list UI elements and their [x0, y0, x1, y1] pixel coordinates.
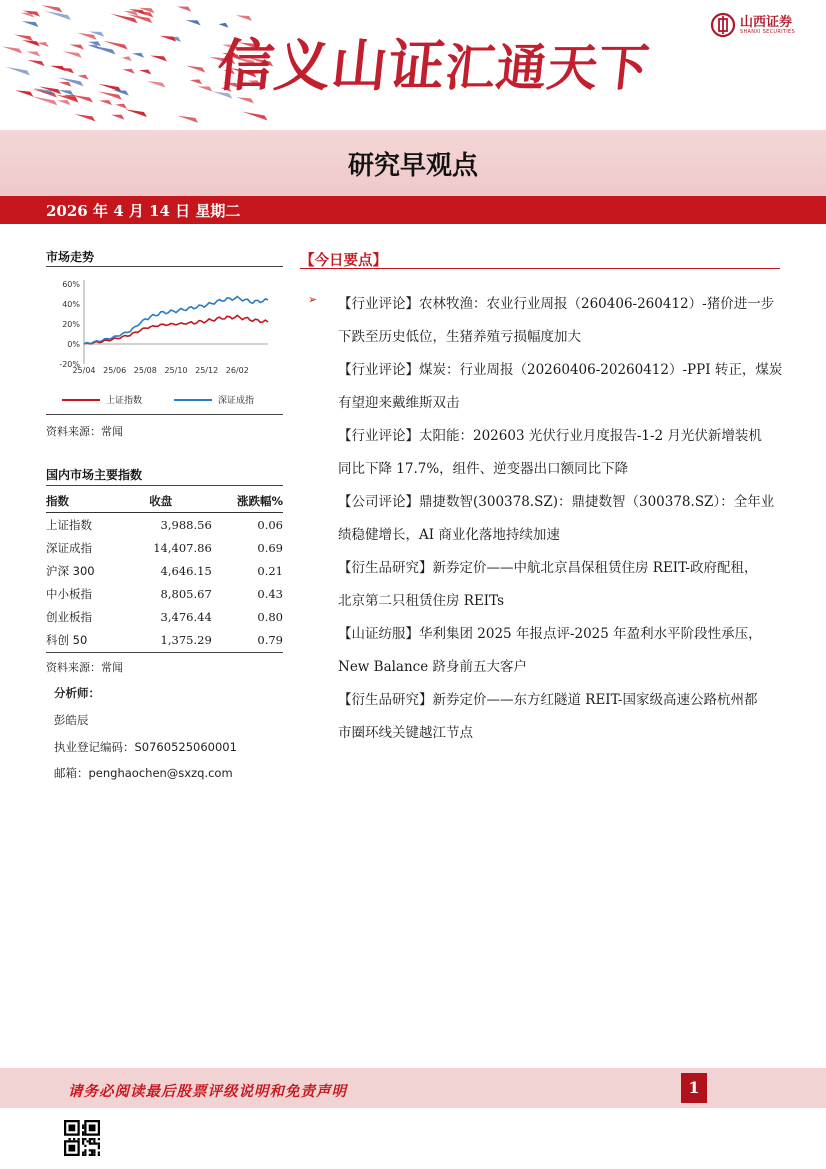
cell-index-name: 科创 50	[46, 632, 88, 647]
key-point-item[interactable]	[338, 618, 780, 684]
key-point-line: 【行业评论】煤炭：行业周报（20260406-20260412）-PPI 转正，煤炭	[338, 362, 783, 378]
arrow-shape	[190, 79, 202, 84]
arrow-shape	[58, 90, 73, 95]
table-source: 资料来源：常闻	[46, 661, 123, 674]
arrow-shape	[186, 66, 205, 73]
key-point-line: 同比下降 17.7%，组件、逆变器出口额同比下降	[338, 461, 629, 477]
arrow-shape	[125, 109, 147, 117]
key-point-item[interactable]	[338, 552, 780, 618]
arrow-shape	[15, 90, 33, 96]
cell-change: 0.69	[257, 540, 283, 555]
x-tick-label: 25/10	[164, 366, 188, 375]
arrow-shape	[44, 11, 71, 20]
arrow-shape	[2, 46, 23, 53]
cell-close: 3,988.56	[160, 517, 212, 532]
key-point-item[interactable]	[338, 354, 783, 420]
key-point-item[interactable]	[338, 486, 780, 552]
arrow-shape	[98, 91, 122, 99]
col-header-change: 涨跌幅%	[212, 490, 283, 513]
cell-index-name: 沪深 300	[46, 563, 95, 578]
cell-index-name: 上证指数	[46, 517, 92, 532]
indices-heading: 国内市场主要指数	[46, 468, 143, 482]
table-row	[46, 605, 283, 628]
cell-close: 14,407.86	[153, 540, 212, 555]
logo-name: 山西证券	[740, 14, 793, 30]
arrow-shape	[186, 20, 201, 25]
arrow-shape	[77, 75, 88, 80]
x-tick-label: 25/12	[195, 366, 219, 375]
table-row	[46, 536, 283, 559]
arrow-shape	[77, 33, 96, 40]
shanxi-securities-logo-icon	[710, 12, 736, 38]
cell-index-name: 中小板指	[46, 586, 92, 601]
arrow-shape	[27, 60, 44, 66]
table-row	[46, 559, 283, 582]
arrow-shape	[5, 67, 30, 76]
y-tick-label: -20%	[59, 360, 80, 369]
series-line	[84, 296, 268, 344]
arrow-shape	[242, 112, 267, 121]
arrow-shape	[177, 7, 191, 12]
divider	[46, 414, 283, 415]
table-row	[46, 628, 283, 651]
arrow-shape	[103, 41, 128, 50]
y-tick-label: 20%	[62, 320, 80, 329]
arrow-shape	[123, 69, 135, 74]
slogan	[214, 22, 654, 102]
company-logo	[710, 12, 795, 38]
y-tick-label: 60%	[62, 280, 80, 289]
report-date: 2026 年 4 月 14 日 星期二	[46, 202, 241, 220]
arrow-shape	[198, 86, 213, 91]
table-header-row	[46, 490, 283, 513]
cell-change: 0.06	[257, 517, 283, 532]
legend-label: 上证指数	[106, 396, 143, 406]
cell-index-name: 深证成指	[46, 540, 92, 555]
y-tick-label: 40%	[62, 300, 80, 309]
key-points-divider	[300, 268, 780, 269]
page-title: 研究早观点	[347, 151, 478, 181]
key-point-line: 市圈环线关键越江节点	[338, 725, 473, 741]
arrow-shape	[75, 114, 96, 121]
table-row	[46, 582, 283, 605]
arrow-shape	[122, 56, 132, 61]
arrow-shape	[132, 53, 144, 58]
arrow-shape	[160, 36, 176, 42]
arrow-shape	[22, 21, 39, 27]
cell-close: 8,805.67	[160, 586, 212, 601]
cell-change: 0.80	[257, 609, 283, 624]
divider	[46, 652, 283, 653]
analyst-email[interactable]: 邮箱：penghaochen@sxzq.com	[54, 766, 233, 780]
slogan-part-1: 信义山证	[214, 33, 450, 99]
x-tick-label: 26/02	[225, 366, 249, 375]
key-point-line: 【公司评论】鼎捷数智(300378.SZ)：鼎捷数智（300378.SZ）：全年业	[338, 494, 775, 510]
x-tick-label: 25/08	[133, 366, 157, 375]
divider	[46, 266, 283, 267]
arrow-shape	[115, 104, 127, 109]
arrow-shape	[63, 51, 82, 58]
legend-label: 深证成指	[218, 396, 255, 406]
arrow-shape	[70, 45, 84, 50]
analyst-name: 彭皓辰	[54, 713, 89, 727]
key-point-line: 北京第二只租赁住房 REITs	[338, 593, 505, 609]
key-point-line: 【行业评论】太阳能：202603 光伏行业月度报告-1-2 月光伏新增装机	[338, 428, 762, 444]
arrow-shape	[139, 70, 151, 75]
key-point-item[interactable]	[338, 684, 780, 750]
cell-change: 0.79	[257, 632, 283, 647]
key-point-line: 【山证纺服】华利集团 2025 年报点评-2025 年盈利水平阶段性承压，	[338, 626, 762, 642]
cell-close: 4,646.15	[160, 563, 212, 578]
key-points-heading: 【今日要点】	[300, 253, 387, 269]
col-header-close: 收盘	[121, 490, 212, 513]
x-tick-label: 25/04	[72, 366, 96, 375]
cell-change: 0.43	[257, 586, 283, 601]
qr-code-icon	[64, 1120, 100, 1156]
arrow-shape	[57, 100, 70, 105]
key-point-line: 【行业评论】农林牧渔：农业行业周报（260406-260412）-猪价进一步	[338, 296, 775, 312]
arrow-shape	[26, 51, 40, 56]
cell-close: 1,375.29	[160, 632, 212, 647]
arrow-shape	[59, 82, 72, 87]
key-point-item[interactable]	[338, 288, 780, 354]
key-point-line: 【衍生品研究】新券定价——中航北京昌保租赁住房 REIT-政府配租，	[338, 560, 758, 576]
arrow-shape	[99, 100, 112, 105]
arrow-shape	[177, 116, 198, 123]
arrow-shape	[41, 5, 62, 12]
y-tick-label: 0%	[67, 340, 80, 349]
key-point-line: 下跌至历史低位，生猪养殖亏损幅度加大	[338, 329, 581, 345]
analyst-heading: 分析师：	[54, 686, 100, 700]
x-tick-label: 25/06	[103, 366, 127, 375]
arrow-shape	[14, 35, 33, 42]
key-point-line: New Balance 跻身前五大客户	[338, 659, 528, 675]
arrow-shape	[110, 14, 138, 24]
analyst-license: 执业登记编码：S0760525060001	[54, 740, 237, 754]
key-point-line: 【衍生品研究】新券定价——东方红隧道 REIT-国家级高速公路杭州都	[338, 692, 758, 708]
table-row	[46, 513, 283, 537]
divider	[46, 485, 283, 486]
key-point-line: 绩稳健增长，AI 商业化落地持续加速	[338, 527, 560, 543]
cell-close: 3,476.44	[160, 609, 212, 624]
cell-index-name: 创业板指	[46, 609, 92, 624]
key-point-line: 有望迎来戴维斯双击	[338, 395, 460, 411]
series-line	[84, 315, 268, 344]
chart-source: 资料来源：常闻	[46, 425, 123, 438]
arrow-shape	[111, 115, 124, 120]
arrow-shape	[147, 81, 166, 88]
arrow-shape	[22, 40, 40, 46]
arrow-shape	[50, 66, 66, 71]
market-trend-heading: 市场走势	[46, 250, 95, 264]
slogan-part-2: 汇通天下	[442, 38, 653, 97]
key-point-item[interactable]	[338, 420, 780, 486]
logo-english: SHANXI SECURITIES	[740, 28, 795, 35]
key-points-list	[338, 288, 783, 750]
market-trend-chart	[46, 272, 283, 412]
arrow-bullet-icon: ➢	[308, 293, 318, 306]
indices-table	[46, 490, 283, 651]
arrow-shape	[150, 56, 167, 62]
arrow-shape	[236, 15, 252, 21]
arrow-shape	[31, 96, 57, 105]
cell-change: 0.21	[257, 563, 283, 578]
page-number: 1	[681, 1073, 707, 1103]
disclaimer-notice[interactable]: 请务必阅读最后股票评级说明和免责声明	[68, 1083, 347, 1100]
col-header-index: 指数	[46, 490, 121, 513]
